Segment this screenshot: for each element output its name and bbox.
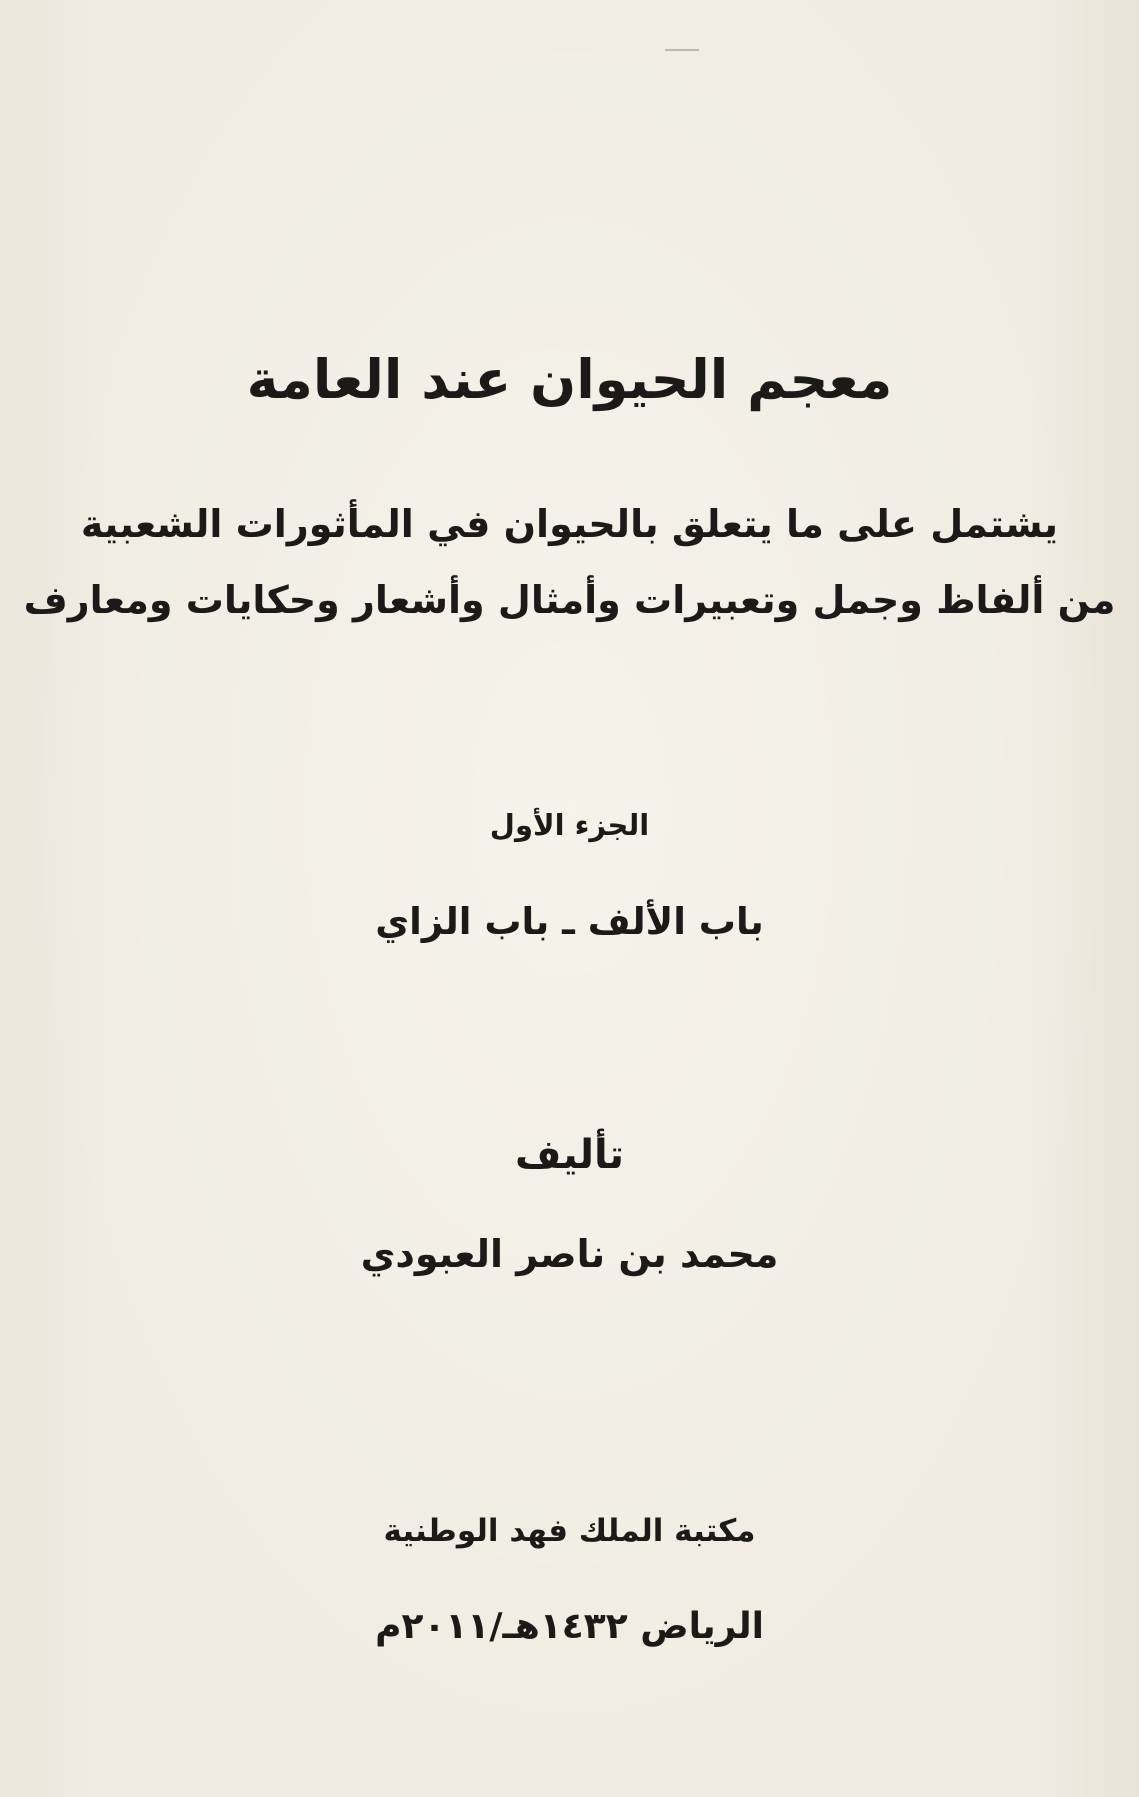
volume-label: الجزء الأول xyxy=(489,808,650,842)
book-title: معجم الحيوان عند العامة xyxy=(246,348,893,411)
paper-mark xyxy=(665,49,699,51)
place-and-date: الرياض ١٤٣٢هـ/٢٠١١م xyxy=(375,1606,764,1647)
subtitle-line-2: من ألفاظ وجمل وتعبيرات وأمثال وأشعار وحكايات ومعارف xyxy=(23,578,1116,622)
author-name: محمد بن ناصر العبودي xyxy=(360,1232,779,1276)
section-range: باب الألف ـ باب الزاي xyxy=(375,900,764,943)
subtitle-line-1: يشتمل على ما يتعلق بالحيوان في المأثورات الشعبية xyxy=(80,502,1059,546)
authorship-label: تأليف xyxy=(514,1132,625,1178)
publisher-name: مكتبة الملك فهد الوطنية xyxy=(383,1513,756,1549)
